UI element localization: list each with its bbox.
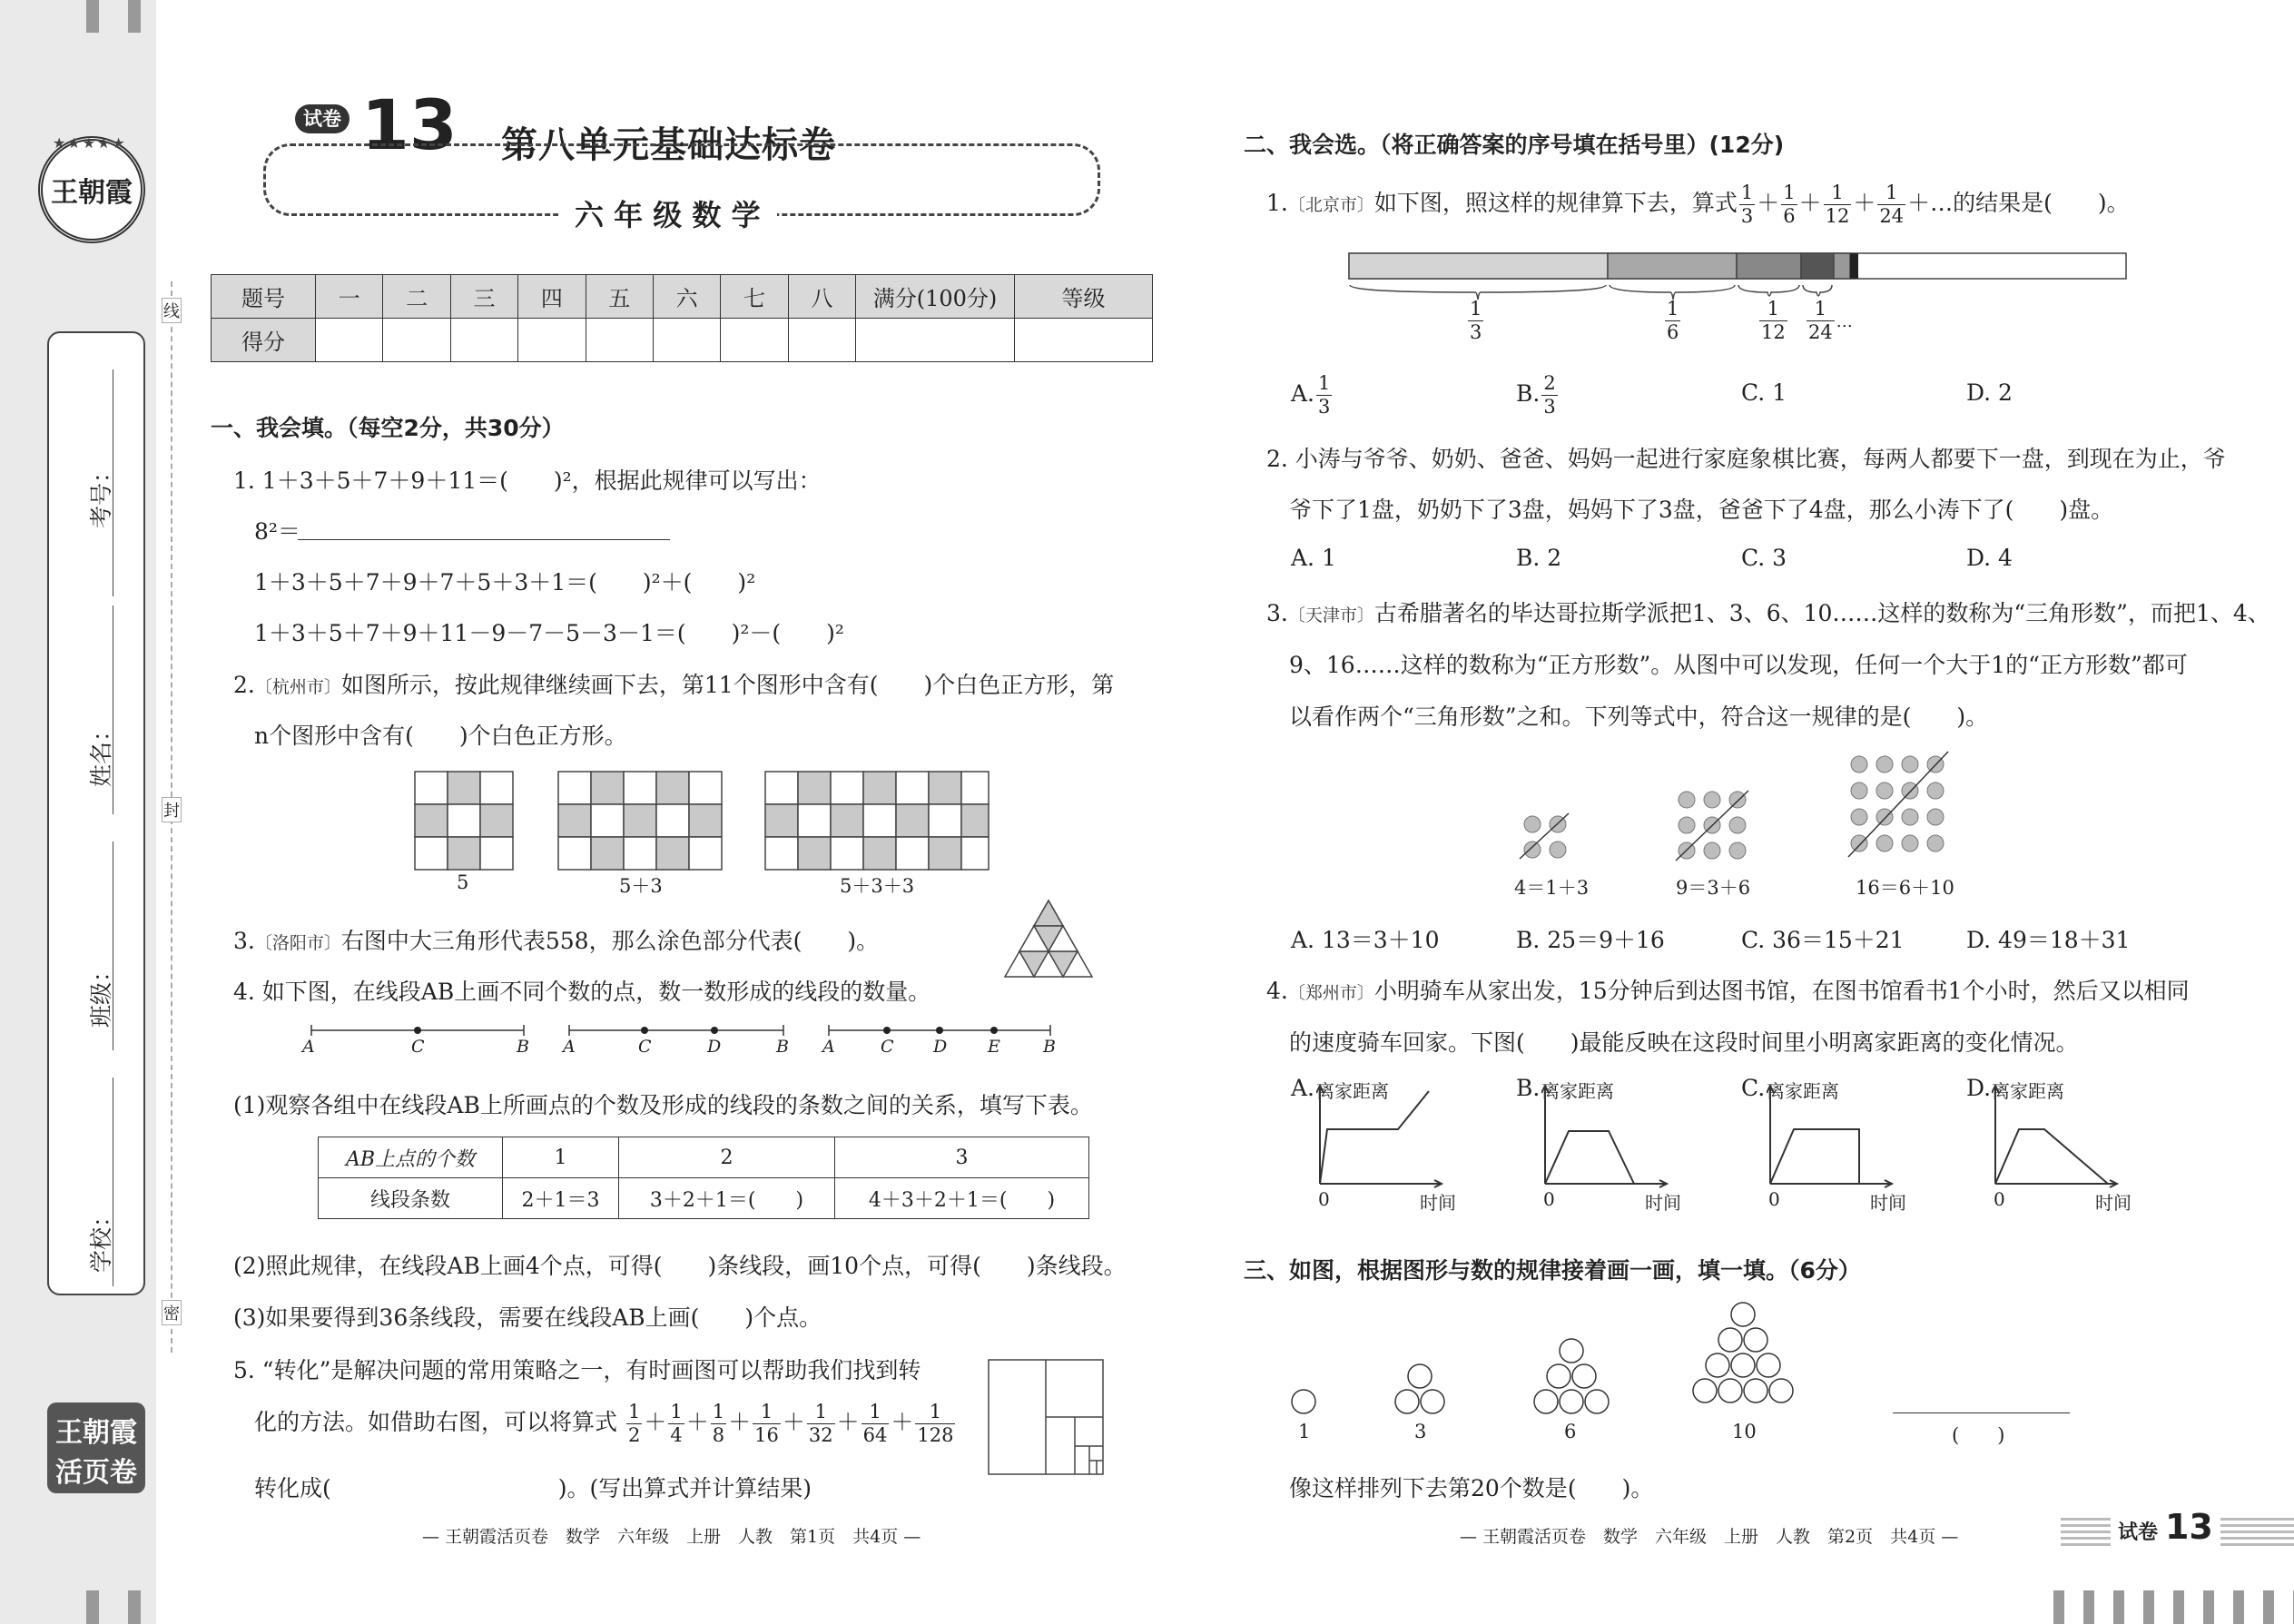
score-header-cell: 四 (518, 275, 586, 319)
seg-label: E (988, 1037, 1000, 1057)
graph-option-b[interactable] (1516, 1075, 1716, 1214)
s2-q3-dot-figures (1516, 750, 1807, 877)
seg-label: D (707, 1037, 722, 1057)
q2-region-tag: 〔杭州市〕 (254, 677, 341, 697)
corner-exam-number: 13 (2164, 1507, 2213, 1547)
q5-line2: 化的方法。如借助右图，可以将算式 $\frac{1}{2}$ ＋ $\frac{1}{4}$ ＋ $\frac{1}{8}$ ＋ $\frac{1}{16}$ ＋ $\frac{1}{32}$ ＋ $\frac{1}{64}$ ＋ $\frac{1}{128}$ (254, 1401, 954, 1446)
seg-label: A (302, 1037, 315, 1057)
graph-origin-label: 0 (1543, 1188, 1555, 1210)
graph-x-label: 时间 (1870, 1192, 1906, 1214)
q4-part3: (3)如果要得到36条线段，需要在线段AB上画( )个点。 (233, 1304, 822, 1331)
q5-frac: $\frac{1}{128}$ (917, 1401, 954, 1446)
brand-badge-line1: 王朝霞 (55, 1417, 137, 1449)
q2-text: 如图所示，按此规律继续画下去，第11个图形中含有( )个白色正方形，第 (340, 672, 1115, 698)
s2-q1-text-end: ＋…的结果是( )。 (1907, 190, 2130, 216)
s2-q1-line1: 1.〔北京市〕如下图，照这样的规律算下去，算式 $\frac{1}{3}$ ＋ $\frac{1}{6}$ ＋ $\frac{1}{12}$ ＋ $\frac{1}{24}$ ＋…的结果是( )。 (1266, 182, 2130, 227)
graph-option-d[interactable] (1966, 1075, 2166, 1214)
seg-label: A (563, 1037, 576, 1057)
s2-q2-line1: 2. 小涛与爷爷、奶奶、爸爸、妈妈一起进行家庭象棋比赛，每两人都要下一盘，到现在为止，爷 (1266, 446, 2226, 472)
s3-label-5[interactable]: ( ) (1952, 1424, 2005, 1446)
score-cell[interactable] (383, 319, 450, 362)
s3-question: 像这样排列下去第20个数是( )。 (1289, 1475, 1654, 1501)
grid-label-3: 5＋3＋3 (840, 875, 915, 897)
q3-line (233, 923, 879, 956)
graph-y-label: 离家距离 (1541, 1080, 1614, 1102)
s3-circle-pattern-10 (1689, 1296, 1797, 1414)
graph-origin-label: 0 (1318, 1188, 1330, 1210)
q4-table-header: 2 (619, 1137, 835, 1178)
s2-q3-option-c[interactable]: C. 36＝15＋21 (1741, 927, 1905, 953)
section1-heading: 一、我会填。（每空2分，共30分） (211, 415, 565, 441)
s2-q3-region-tag: 〔天津市〕 (1287, 605, 1374, 625)
dot-label-1: 4＝1＋3 (1514, 877, 1590, 899)
s3-label-4: 10 (1732, 1421, 1757, 1442)
brand-badge-line2: 活页卷 (55, 1457, 137, 1489)
graph-option-label: A. (1291, 1075, 1315, 1101)
footer-right: — 王朝霞活页卷 数学 六年级 上册 人教 第2页 共4页 — (1460, 1527, 1959, 1547)
score-table (211, 274, 1153, 362)
section3-heading: 三、如图，根据图形与数的规律接着画一画，填一填。（6分） (1244, 1257, 1861, 1284)
s2-q1-option-a[interactable]: A. $\frac{1}{3}$ (1291, 372, 1331, 418)
exam-number: 13 (361, 84, 458, 165)
score-header-cell: 满分(100分) (856, 275, 1015, 319)
q5-frac: $\frac{1}{32}$ (808, 1401, 833, 1446)
graph-option-c[interactable] (1741, 1075, 1941, 1214)
score-header-cell: 题号 (212, 275, 316, 319)
dot-label-3: 16＝6＋10 (1856, 877, 1954, 899)
binding-seal-marker: 封 (162, 797, 182, 822)
s2-q1-bar-braces (1348, 283, 1856, 301)
score-header-cell: 一 (316, 275, 383, 319)
bar-label-2: $\frac{1}{6}$ (1667, 298, 1679, 343)
footer-left: — 王朝霞活页卷 数学 六年级 上册 人教 第1页 共4页 — (422, 1527, 921, 1547)
score-header-cell: 等级 (1015, 275, 1153, 319)
s2-q2-option-d[interactable]: D. 4 (1966, 545, 2013, 571)
score-cell[interactable] (586, 319, 653, 362)
section2-heading: 二、我会选。（将正确答案的序号填在括号里）(12分) (1244, 132, 1785, 158)
s2-q3-line2: 9、16……这样的数称为“正方形数”。从图中可以发现，任何一个大于1的“正方形数”都可 (1289, 652, 2188, 678)
q1-line1: 1. 1＋3＋5＋7＋9＋11＝( )²，根据此规律可以写出： (233, 468, 822, 494)
s2-q3-option-d[interactable]: D. 49＝18＋31 (1966, 927, 2131, 953)
seg-label: D (933, 1037, 948, 1057)
student-school-label: 学校： (88, 1204, 114, 1273)
score-header-cell: 六 (653, 275, 720, 319)
graph-x-label: 时间 (2095, 1192, 2132, 1214)
bar-label-1: $\frac{1}{3}$ (1470, 298, 1482, 343)
s2-q4-line2: 的速度骑车回家。下图( )最能反映在这段时间里小明离家距离的变化情况。 (1289, 1029, 2079, 1056)
seg-label: B (517, 1037, 529, 1057)
q4-line1: 4. 如下图，在线段AB上画不同个数的点，数一数形成的线段的数量。 (233, 979, 931, 1005)
q1-line4: 1＋3＋5＋7＋9＋11－9－7－5－3－1＝( )²－( )² (254, 620, 844, 646)
graph-y-label: 离家距离 (1767, 1080, 1839, 1102)
brand-logo-text: 王朝霞 (51, 177, 133, 209)
grid-label-1: 5 (457, 871, 469, 893)
bottom-tick-marks (86, 1590, 150, 1624)
q1-line3: 1＋3＋5＋7＋9＋7＋5＋3＋1＝( )²＋( )² (254, 569, 756, 595)
q5-frac: $\frac{1}{8}$ (712, 1401, 725, 1446)
seg-label: B (776, 1037, 789, 1057)
q4-table-cell[interactable]: 3＋2＋1＝( ) (619, 1178, 835, 1219)
score-header-cell: 七 (721, 275, 788, 319)
q3-number: 3. (233, 928, 255, 954)
graph-origin-label: 0 (1994, 1188, 2005, 1210)
dot-label-2: 9＝3＋6 (1676, 877, 1751, 899)
s2-q1-option-d[interactable]: D. 2 (1966, 379, 2013, 406)
score-cell[interactable] (1015, 319, 1153, 362)
student-name-label: 姓名： (88, 718, 114, 787)
s2-q3-dot-figure-16 (1843, 750, 1952, 872)
s2-q3-text: 古希腊著名的毕达哥拉斯学派把1、3、6、10……这样的数称为“三角形数”，而把1、4、 (1373, 600, 2270, 626)
student-id-label: 考号： (88, 459, 114, 528)
q4-table-cell: 2＋1＝3 (503, 1178, 619, 1219)
graph-x-label: 时间 (1645, 1192, 1681, 1214)
s3-label-1: 1 (1298, 1421, 1311, 1442)
score-cell[interactable] (788, 319, 855, 362)
score-cell[interactable] (450, 319, 517, 362)
score-header-cell: 五 (586, 275, 653, 319)
s2-q4-number: 4. (1266, 978, 1288, 1004)
s3-label-2: 3 (1414, 1421, 1427, 1442)
score-cell[interactable] (653, 319, 720, 362)
s2-q2-line2: 爷下了1盘，奶奶下了3盘，妈妈下了3盘，爸爸下了4盘，那么小涛下了( )盘。 (1289, 497, 2114, 523)
q2-line2: n个图形中含有( )个白色正方形。 (254, 723, 627, 749)
s2-q2-option-c[interactable]: C. 3 (1741, 545, 1787, 571)
page-subtitle: 六 年 级 数 学 (558, 192, 777, 234)
s2-q1-option-b[interactable]: B. $\frac{2}{3}$ (1516, 372, 1556, 418)
s2-q4-region-tag: 〔郑州市〕 (1287, 983, 1374, 1003)
binding-dense-marker: 密 (162, 1300, 182, 1325)
q1-line2: 8²＝ (254, 518, 300, 545)
graph-y-label: 离家距离 (1992, 1080, 2064, 1102)
q4-part2: (2)照此规律，在线段AB上画4个点，可得( )条线段，画10个点，可得( )条线段。 (233, 1253, 1127, 1279)
seg-label: C (411, 1037, 425, 1057)
q5-line3: 转化成( )。(写出算式并计算结果) (254, 1475, 812, 1501)
q4-table-header: 3 (835, 1137, 1089, 1178)
q3-triangle-figure (1003, 899, 1094, 979)
q3-text: 右图中大三角形代表558，那么涂色部分代表( )。 (340, 928, 880, 954)
page-title: 第八单元基础达标卷 (501, 124, 836, 166)
grid-figure-3 (765, 772, 989, 870)
seg-label: C (638, 1037, 652, 1057)
s2-q1-option-c[interactable]: C. 1 (1741, 379, 1787, 406)
binding-line-marker: 线 (162, 298, 182, 323)
score-cell[interactable] (856, 319, 1015, 362)
q5-frac: $\frac{1}{64}$ (862, 1401, 888, 1446)
score-cell[interactable] (518, 319, 586, 362)
q4-table (318, 1137, 1089, 1219)
bar-ellipsis: … (1836, 312, 1853, 331)
q2-line1 (233, 667, 1114, 700)
q4-table-cell[interactable]: 4＋3＋2＋1＝( ) (835, 1178, 1089, 1219)
score-header-cell: 二 (383, 275, 450, 319)
student-info-box (47, 331, 145, 1295)
q5-line1: 5. “转化”是解决问题的常用策略之一，有时画图可以帮助我们找到转 (233, 1357, 921, 1383)
graph-option-label: C. (1741, 1075, 1766, 1101)
s3-draw-blank[interactable] (1893, 1412, 2070, 1413)
q2-number: 2. (233, 672, 255, 698)
grid-figure-1 (415, 772, 513, 870)
s2-q4-text: 小明骑车从家出发，15分钟后到达图书馆，在图书馆看书1个小时，然后又以相同 (1373, 978, 2190, 1004)
seg-label: C (881, 1037, 894, 1057)
score-header-cell: 三 (450, 275, 517, 319)
q5-frac: $\frac{1}{2}$ (627, 1401, 641, 1446)
corner-exam-badge (2111, 1507, 2220, 1547)
graph-origin-label: 0 (1768, 1188, 1780, 1210)
q5-text: 化的方法。如借助右图，可以将算式 (254, 1409, 618, 1435)
graph-option-label: D. (1966, 1075, 1992, 1101)
logo-stars-icon: ★★★★★ (53, 134, 127, 152)
s2-q2-option-b[interactable]: B. 2 (1516, 545, 1562, 571)
corner-exam-label: 试卷 (2118, 1521, 2159, 1544)
q5-frac: $\frac{1}{16}$ (754, 1401, 779, 1446)
brand-badge (47, 1403, 145, 1493)
q1-answer-blank[interactable] (298, 539, 670, 540)
score-row-label: 得分 (212, 319, 316, 362)
graph-option-label: B. (1516, 1075, 1541, 1101)
s2-q2-option-a[interactable]: A. 1 (1291, 545, 1336, 571)
graph-x-label: 时间 (1420, 1192, 1456, 1214)
s2-q1-text: 如下图，照这样的规律算下去，算式 (1373, 190, 1738, 216)
q4-part1: (1)观察各组中在线段AB上所画点的个数及形成的线段的条数之间的关系，填写下表。 (233, 1092, 1093, 1118)
q4-table-header: AB上点的个数 (319, 1137, 503, 1178)
q5-square-figure (988, 1359, 1106, 1477)
score-cell[interactable] (316, 319, 383, 362)
q4-table-cell: 线段条数 (319, 1178, 503, 1219)
s2-q1-bar-figure (1348, 252, 2129, 281)
q5-frac: $\frac{1}{4}$ (670, 1401, 683, 1446)
s2-q3-number: 3. (1266, 600, 1288, 626)
grid-figure-2 (558, 772, 722, 870)
grid-label-2: 5＋3 (619, 875, 663, 897)
graph-option-a[interactable] (1291, 1075, 1491, 1214)
s2-q1-region-tag: 〔北京市〕 (1287, 195, 1374, 215)
s3-label-3: 6 (1564, 1421, 1577, 1442)
q4-table-header: 1 (503, 1137, 619, 1178)
seg-label: A (822, 1037, 835, 1057)
s2-q1-number: 1. (1266, 190, 1288, 216)
s2-q4-line1 (1266, 973, 2190, 1006)
s2-q3-line3: 以看作两个“三角形数”之和。下列等式中，符合这一规律的是( )。 (1289, 704, 1989, 730)
student-class-label: 班级： (88, 959, 114, 1028)
exam-label-badge (295, 104, 350, 133)
bar-label-3: $\frac{1}{12}$ (1761, 298, 1786, 343)
q3-region-tag: 〔洛阳市〕 (254, 933, 341, 953)
brand-logo (38, 136, 145, 243)
s2-q3-option-a[interactable]: A. 13＝3＋10 (1291, 927, 1440, 953)
bar-label-4: $\frac{1}{24}$ … (1808, 298, 1853, 343)
s2-q3-line1 (1266, 595, 2270, 628)
exam-label: 试卷 (303, 108, 341, 130)
bottom-right-tick-marks (2053, 1590, 2294, 1624)
top-tick-marks (86, 0, 150, 33)
score-header-cell: 八 (788, 275, 855, 319)
s2-q3-option-b[interactable]: B. 25＝9＋16 (1516, 927, 1665, 953)
seg-label: B (1043, 1037, 1056, 1057)
graph-y-label: 离家距离 (1316, 1080, 1389, 1102)
score-cell[interactable] (721, 319, 788, 362)
